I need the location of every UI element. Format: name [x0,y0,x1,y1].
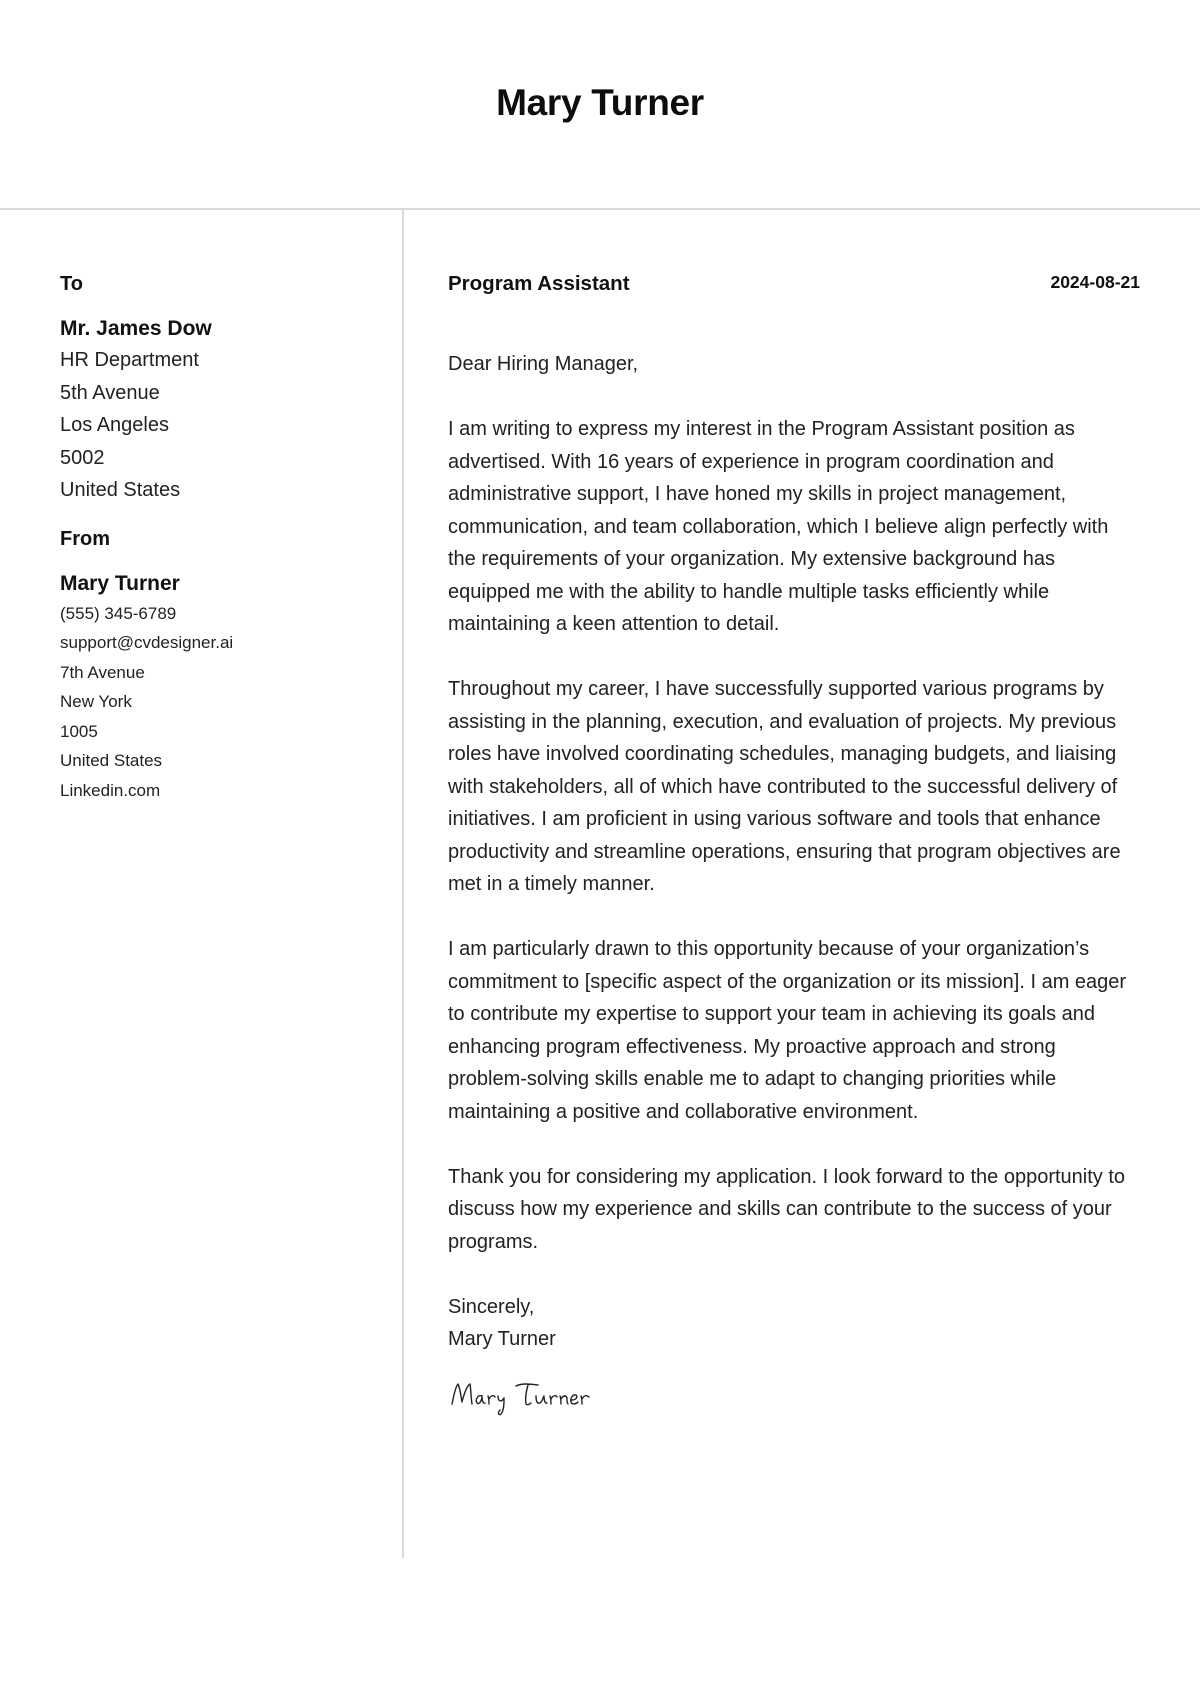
paragraph-1: I am writing to express my interest in the Program Assistant position as advertised. With 16 years of experience in program coordination and administrative support, I have honed my skills in project management, communication, and team collaboration, which I believe align perfectly with the requirements of your organization. My extensive background has equipped me with the ability to handle multiple tasks efficiently while maintaining a keen attention to detail. [448,418,1109,635]
sender-heading: From [60,527,110,550]
sender-street: 7th Avenue [60,662,145,682]
sender-phone: (555) 345-6789 [60,603,177,623]
sender-email: support@cvdesigner.ai [60,633,234,652]
paragraph-4: Thank you for considering my application. I look forward to the opportunity to discuss how my experience and skills can contribute to the success of your programs. [448,1165,1126,1253]
job-title: Program Assistant [448,272,630,295]
sender-linkedin: Linkedin.com [60,780,161,800]
recipient-department: HR Department [60,349,199,371]
contact-sidebar [60,270,380,805]
closing: Sincerely, [448,1295,535,1318]
handwritten-signature [448,1374,1140,1420]
recipient-heading: To [60,273,83,295]
recipient-city: Los Angeles [60,414,169,436]
recipient-block [60,270,380,507]
paragraph-2: Throughout my career, I have successfully supported various programs by assisting in the planning, execution, and evaluation of projects. My previous roles have involved coordinating schedules, managing budgets, and liaising with stakeholders, all of which have contributed to the successful delivery of initiatives. I am proficient in using various software and tools that enhance productivity and streamline operations, ensuring that program objectives are met in a timely manner. [448,678,1121,895]
recipient-street: 5th Avenue [60,381,160,404]
recipient-name: Mr. James Dow [60,317,212,340]
applicant-name-title: Mary Turner [496,82,704,123]
letter-body [448,270,1140,1420]
letter-header [448,270,1140,300]
column-divider [402,210,404,1558]
sender-block [60,525,380,806]
signature-graphic [448,1374,618,1420]
sender-zip: 1005 [60,721,98,741]
recipient-zip: 5002 [60,446,105,469]
page-header [0,0,1200,210]
header-divider [0,208,1200,210]
signoff-name: Mary Turner [448,1328,556,1350]
salutation: Dear Hiring Manager, [448,353,639,375]
letter-text [448,348,1140,1420]
sender-name: Mary Turner [60,571,180,595]
sender-country: United States [60,751,163,770]
letter-date: 2024-08-21 [1050,272,1140,292]
recipient-country: United States [60,479,181,501]
paragraph-3: I am particularly drawn to this opportunity because of your organization’s commitment to [specific aspect of the organization or its mission]. I am eager to contribute my expertise to support your team in achieving its goals and enhancing program effectiveness. My proactive approach and strong problem-solving skills enable me to adapt to changing priorities while maintaining a positive and collaborative environment. [448,938,1127,1123]
sender-city: New York [60,692,132,711]
